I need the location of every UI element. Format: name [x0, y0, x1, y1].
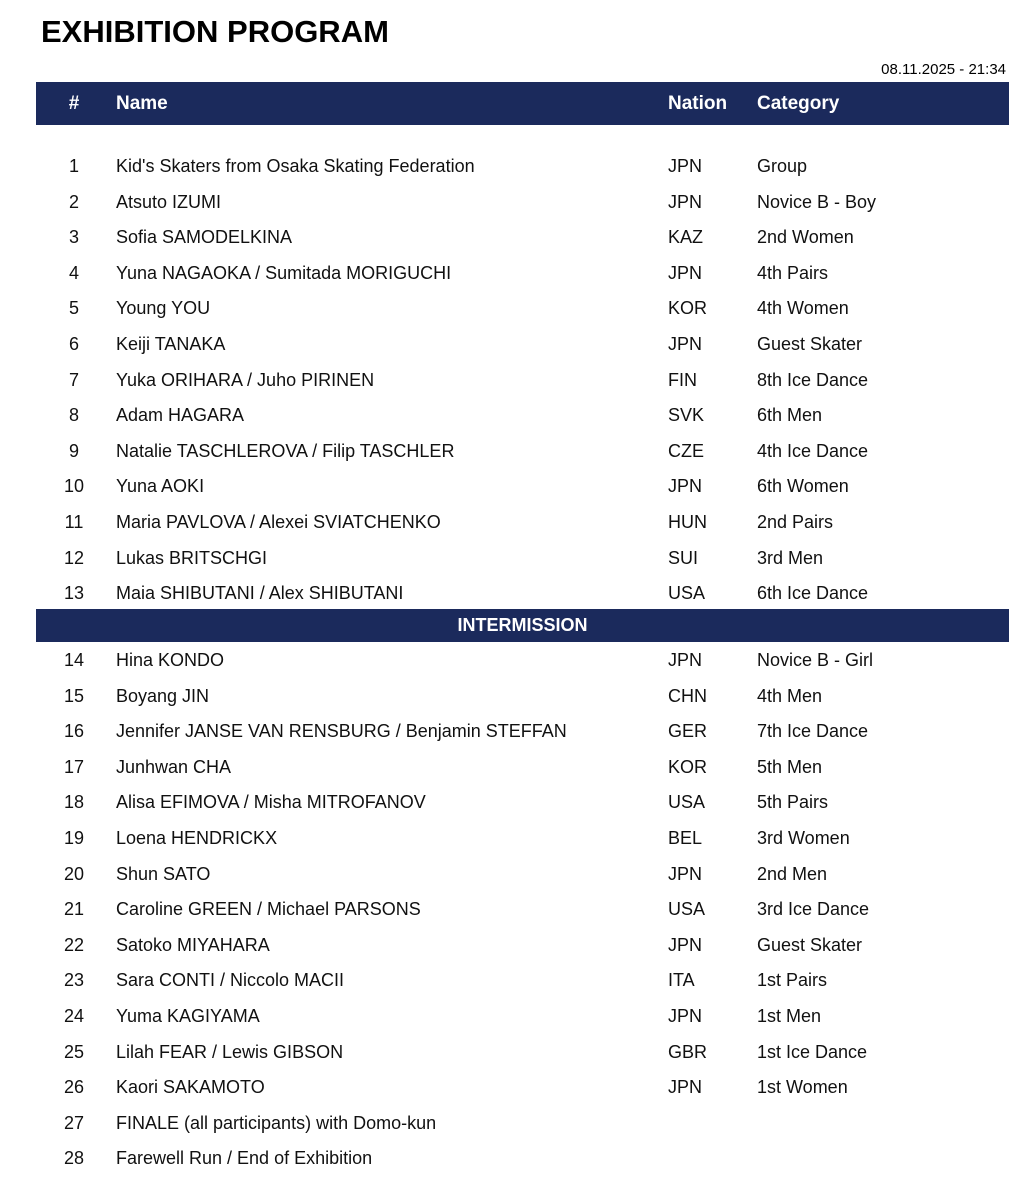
table-row [36, 1105, 1009, 1140]
row-category: 1st Men [757, 1006, 822, 1026]
row-nation: ITA [668, 970, 695, 991]
row-nation: JPN [668, 334, 703, 354]
row-name: Satoko MIYAHARA [116, 934, 270, 955]
table-row [36, 678, 1009, 713]
row-category: 7th Ice Dance [757, 721, 869, 742]
row-category: 3rd Women [757, 828, 850, 848]
row-nation: KOR [668, 298, 708, 319]
row-number: 8 [68, 405, 79, 426]
row-name: Caroline GREEN / Michael PARSONS [116, 899, 421, 920]
row-number: 10 [63, 476, 85, 497]
row-nation: GBR [668, 1041, 708, 1062]
row-nation: JPN [668, 863, 703, 884]
table-row [36, 856, 1009, 891]
row-number: 14 [63, 650, 85, 670]
row-nation: SVK [668, 405, 705, 426]
row-number: 23 [63, 970, 85, 991]
row-number: 3 [68, 227, 79, 248]
row-category: 2nd Men [757, 863, 828, 884]
table-row [36, 468, 1009, 503]
row-number: 15 [63, 685, 85, 706]
row-nation: CZE [668, 440, 704, 461]
row-name: Yuna AOKI [116, 476, 205, 497]
row-number: 2 [68, 191, 79, 212]
row-category: 3rd Men [757, 547, 824, 568]
row-number: 19 [63, 828, 85, 848]
table-row [36, 148, 1009, 183]
table-row [36, 575, 1009, 610]
column-header-nation: Nation [668, 93, 728, 114]
row-category: 6th Ice Dance [757, 583, 869, 604]
row-name: Keiji TANAKA [116, 334, 226, 354]
row-number: 27 [63, 1112, 85, 1133]
table-row [36, 1034, 1009, 1069]
row-name: Shun SATO [116, 863, 211, 884]
row-number: 6 [68, 334, 79, 354]
row-number: 25 [63, 1041, 85, 1062]
row-nation: USA [668, 899, 706, 920]
row-number: 12 [63, 547, 85, 568]
row-name: Adam HAGARA [116, 405, 245, 426]
row-name: FINALE (all participants) with Domo-kun [116, 1112, 437, 1133]
row-nation: JPN [668, 1006, 703, 1026]
row-nation: JPN [668, 156, 703, 176]
row-name: Sara CONTI / Niccolo MACII [116, 970, 345, 991]
row-name: Sofia SAMODELKINA [116, 227, 293, 248]
row-category: 8th Ice Dance [757, 369, 869, 390]
row-category: 5th Pairs [757, 792, 829, 813]
row-name: Yuka ORIHARA / Juho PIRINEN [116, 369, 375, 390]
table-row [36, 642, 1009, 677]
row-category: 4th Pairs [757, 262, 829, 283]
table-row [36, 540, 1009, 575]
row-category: 4th Women [757, 298, 849, 319]
table-row [36, 397, 1009, 432]
row-category: Guest Skater [757, 934, 863, 955]
row-number: 9 [68, 440, 79, 461]
column-header-number: # [68, 93, 80, 114]
row-name: Hina KONDO [116, 650, 225, 670]
row-name: Yuma KAGIYAMA [116, 1006, 260, 1026]
row-nation: BEL [668, 828, 703, 848]
table-row [36, 749, 1009, 784]
row-category: Group [757, 156, 808, 176]
table-row [36, 290, 1009, 325]
table-row [36, 504, 1009, 539]
row-name: Lilah FEAR / Lewis GIBSON [116, 1041, 344, 1062]
table-row [36, 962, 1009, 997]
row-number: 26 [63, 1077, 85, 1098]
table-row [36, 362, 1009, 397]
row-category: 1st Women [757, 1077, 848, 1098]
row-number: 7 [68, 369, 79, 390]
row-nation: USA [668, 583, 706, 604]
intermission-bar: INTERMISSION [36, 609, 1009, 642]
row-name: Atsuto IZUMI [116, 191, 222, 212]
row-name: Kaori SAKAMOTO [116, 1077, 265, 1098]
row-name: Natalie TASCHLEROVA / Filip TASCHLER [116, 440, 455, 461]
row-name: Junhwan CHA [116, 756, 232, 777]
row-name: Kid's Skaters from Osaka Skating Federation [116, 156, 475, 176]
row-number: 1 [68, 156, 79, 176]
row-number: 22 [63, 934, 85, 955]
row-category: Novice B - Girl [757, 650, 874, 670]
row-name: Boyang JIN [116, 685, 210, 706]
row-category: 3rd Ice Dance [757, 899, 870, 920]
row-number: 4 [68, 262, 79, 283]
row-category: 1st Ice Dance [757, 1041, 868, 1062]
column-header-category: Category [757, 93, 840, 114]
table-row [36, 1140, 1009, 1175]
row-nation: KOR [668, 756, 708, 777]
row-nation: JPN [668, 262, 703, 283]
table-row [36, 1069, 1009, 1104]
table-row [36, 784, 1009, 819]
row-number: 20 [63, 863, 85, 884]
table-row [36, 433, 1009, 468]
row-number: 11 [64, 512, 84, 532]
row-nation: KAZ [668, 227, 704, 248]
row-name: Loena HENDRICKX [116, 828, 278, 848]
row-category: 5th Men [757, 756, 823, 777]
row-name: Maria PAVLOVA / Alexei SVIATCHENKO [116, 512, 441, 532]
row-nation: HUN [668, 512, 707, 532]
row-name: Alisa EFIMOVA / Misha MITROFANOV [116, 792, 426, 813]
row-nation: SUI [668, 547, 699, 568]
row-nation: JPN [668, 1077, 703, 1098]
column-header-name: Name [116, 93, 168, 114]
row-category: 1st Pairs [757, 970, 828, 991]
row-nation: JPN [668, 191, 703, 212]
row-nation: JPN [668, 934, 703, 955]
row-nation: JPN [668, 476, 703, 497]
row-number: 21 [63, 899, 85, 920]
table-row [36, 927, 1009, 962]
row-name: Young YOU [116, 298, 211, 319]
table-row [36, 713, 1009, 748]
row-category: Novice B - Boy [757, 191, 877, 212]
row-nation: JPN [668, 650, 703, 670]
row-category: 2nd Pairs [757, 512, 834, 532]
timestamp: 08.11.2025 - 21:34 [881, 61, 1006, 78]
row-number: 5 [68, 298, 79, 319]
table-row [36, 891, 1009, 926]
row-name: Lukas BRITSCHGI [116, 547, 268, 568]
row-name: Maia SHIBUTANI / Alex SHIBUTANI [116, 583, 404, 604]
table-row [36, 998, 1009, 1033]
row-number: 24 [63, 1006, 85, 1026]
table-row [36, 326, 1009, 361]
row-number: 28 [63, 1148, 85, 1169]
row-number: 17 [63, 756, 85, 777]
row-nation: FIN [668, 369, 697, 390]
row-name: Yuna NAGAOKA / Sumitada MORIGUCHI [116, 262, 452, 283]
row-number: 18 [63, 792, 85, 813]
row-name: Farewell Run / End of Exhibition [116, 1148, 373, 1169]
table-row [36, 219, 1009, 254]
row-category: 4th Ice Dance [757, 440, 869, 461]
table-row [36, 820, 1009, 855]
row-number: 16 [63, 721, 85, 742]
row-number: 13 [63, 583, 85, 604]
page-title: EXHIBITION PROGRAM [41, 14, 389, 49]
row-category: 4th Men [757, 685, 823, 706]
table-row [36, 184, 1009, 219]
row-category: 6th Women [757, 476, 849, 497]
row-nation: CHN [668, 685, 707, 706]
row-nation: GER [668, 721, 708, 742]
table-row [36, 255, 1009, 290]
row-category: 2nd Women [757, 227, 854, 248]
row-category: Guest Skater [757, 334, 863, 354]
table-header [36, 82, 1009, 125]
row-name: Jennifer JANSE VAN RENSBURG / Benjamin STEFFAN [116, 721, 567, 742]
row-category: 6th Men [757, 405, 823, 426]
row-nation: USA [668, 792, 706, 813]
